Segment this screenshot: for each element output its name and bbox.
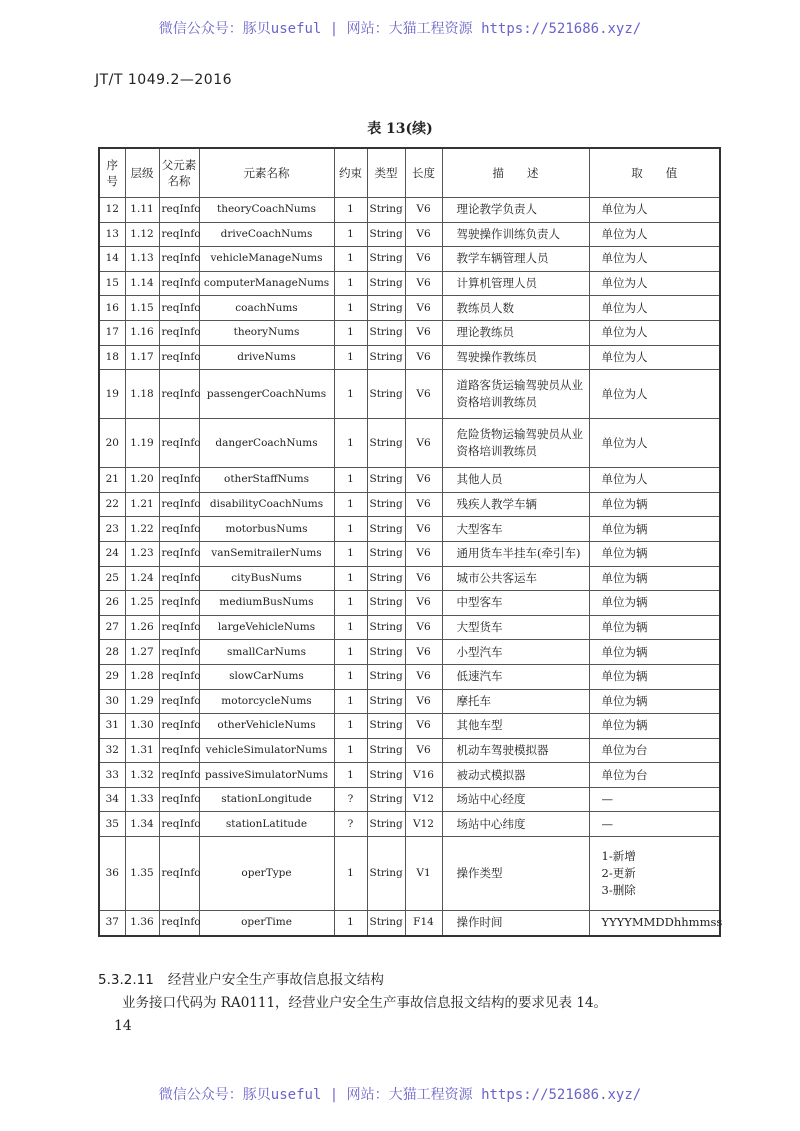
cell-length: V6	[405, 320, 442, 345]
cell-length: V6	[405, 517, 442, 542]
header-col-length: 长度	[405, 148, 442, 198]
cell-length: V6	[405, 468, 442, 493]
cell-value: 单位为辆	[589, 689, 720, 714]
cell-constraint: 1	[334, 714, 367, 739]
header-col-level: 层级	[125, 148, 159, 198]
header-col-description: 描 述	[442, 148, 589, 198]
table-row	[99, 591, 720, 616]
cell-level: 1.25	[125, 591, 159, 616]
cell-level: 1.32	[125, 763, 159, 788]
table-row	[99, 345, 720, 370]
cell-name: motorcycleNums	[199, 689, 334, 714]
cell-level: 1.20	[125, 468, 159, 493]
table-row	[99, 837, 720, 911]
cell-type: String	[367, 222, 405, 247]
cell-length: V6	[405, 198, 442, 223]
watermark-top: 微信公众号：豚贝useful | 网站：大猫工程资源 https://521686.xyz/	[158, 21, 642, 37]
cell-name: operType	[199, 837, 334, 911]
cell-type: String	[367, 271, 405, 296]
cell-constraint: 1	[334, 837, 367, 911]
cell-name: driveCoachNums	[199, 222, 334, 247]
cell-length: V6	[405, 541, 442, 566]
cell-value: 单位为辆	[589, 664, 720, 689]
cell-type: String	[367, 541, 405, 566]
cell-length: V6	[405, 296, 442, 321]
cell-constraint: 1	[334, 541, 367, 566]
cell-constraint: 1	[334, 296, 367, 321]
cell-name: disabilityCoachNums	[199, 492, 334, 517]
cell-index: 17	[99, 320, 125, 345]
cell-parent: reqInfo	[159, 247, 199, 272]
cell-name: otherVehicleNums	[199, 714, 334, 739]
cell-description: 城市公共客运车	[442, 566, 589, 591]
cell-name: coachNums	[199, 296, 334, 321]
cell-length: V6	[405, 714, 442, 739]
cell-parent: reqInfo	[159, 837, 199, 911]
cell-value: 单位为人	[589, 222, 720, 247]
cell-parent: reqInfo	[159, 222, 199, 247]
cell-value: 单位为辆	[589, 517, 720, 542]
cell-value: 单位为人	[589, 468, 720, 493]
cell-description: 教练员人数	[442, 296, 589, 321]
cell-value: 单位为辆	[589, 591, 720, 616]
cell-value: 单位为辆	[589, 492, 720, 517]
cell-index: 12	[99, 198, 125, 223]
cell-type: String	[367, 566, 405, 591]
cell-index: 36	[99, 837, 125, 911]
cell-level: 1.34	[125, 812, 159, 837]
cell-level: 1.19	[125, 419, 159, 468]
cell-value: 单位为人	[589, 198, 720, 223]
cell-parent: reqInfo	[159, 615, 199, 640]
header-col-constraint: 约束	[334, 148, 367, 198]
cell-constraint: 1	[334, 566, 367, 591]
page-number: 14	[114, 1018, 132, 1034]
table-row	[99, 247, 720, 272]
cell-parent: reqInfo	[159, 345, 199, 370]
cell-value: 单位为台	[589, 763, 720, 788]
cell-type: String	[367, 787, 405, 812]
cell-index: 35	[99, 812, 125, 837]
cell-constraint: 1	[334, 198, 367, 223]
cell-type: String	[367, 837, 405, 911]
cell-parent: reqInfo	[159, 911, 199, 936]
cell-value: 单位为人	[589, 271, 720, 296]
cell-length: V6	[405, 566, 442, 591]
cell-description: 场站中心经度	[442, 787, 589, 812]
cell-type: String	[367, 591, 405, 616]
cell-index: 21	[99, 468, 125, 493]
cell-level: 1.28	[125, 664, 159, 689]
cell-index: 32	[99, 738, 125, 763]
cell-index: 37	[99, 911, 125, 936]
cell-type: String	[367, 664, 405, 689]
cell-length: V6	[405, 222, 442, 247]
watermark-bottom: 微信公众号：豚贝useful | 网站：大猫工程资源 https://521686.xyz/	[158, 1087, 642, 1103]
cell-description: 理论教练员	[442, 320, 589, 345]
cell-index: 24	[99, 541, 125, 566]
cell-index: 28	[99, 640, 125, 665]
cell-description: 中型客车	[442, 591, 589, 616]
table-row	[99, 370, 720, 419]
cell-value: 单位为人	[589, 247, 720, 272]
cell-index: 18	[99, 345, 125, 370]
cell-parent: reqInfo	[159, 468, 199, 493]
cell-name: driveNums	[199, 345, 334, 370]
cell-level: 1.14	[125, 271, 159, 296]
cell-description: 其他人员	[442, 468, 589, 493]
cell-name: motorbusNums	[199, 517, 334, 542]
cell-value: 1-新增 2-更新 3-删除	[589, 837, 720, 911]
cell-level: 1.29	[125, 689, 159, 714]
table-row	[99, 541, 720, 566]
cell-level: 1.12	[125, 222, 159, 247]
cell-description: 场站中心纬度	[442, 812, 589, 837]
cell-length: V6	[405, 738, 442, 763]
cell-length: V6	[405, 247, 442, 272]
cell-type: String	[367, 615, 405, 640]
cell-length: V6	[405, 689, 442, 714]
cell-index: 13	[99, 222, 125, 247]
cell-constraint: 1	[334, 345, 367, 370]
cell-description: 大型货车	[442, 615, 589, 640]
cell-parent: reqInfo	[159, 591, 199, 616]
header-col-name: 元素名称	[199, 148, 334, 198]
cell-index: 20	[99, 419, 125, 468]
cell-name: dangerCoachNums	[199, 419, 334, 468]
cell-type: String	[367, 198, 405, 223]
cell-description: 残疾人教学车辆	[442, 492, 589, 517]
cell-index: 30	[99, 689, 125, 714]
cell-parent: reqInfo	[159, 664, 199, 689]
cell-name: otherStaffNums	[199, 468, 334, 493]
table-row	[99, 222, 720, 247]
cell-name: stationLatitude	[199, 812, 334, 837]
cell-level: 1.27	[125, 640, 159, 665]
cell-type: String	[367, 345, 405, 370]
cell-length: V6	[405, 591, 442, 616]
header-col-value: 取 值	[589, 148, 720, 198]
cell-name: largeVehicleNums	[199, 615, 334, 640]
table-row	[99, 492, 720, 517]
cell-constraint: ?	[334, 812, 367, 837]
cell-parent: reqInfo	[159, 419, 199, 468]
cell-parent: reqInfo	[159, 492, 199, 517]
cell-description: 操作类型	[442, 837, 589, 911]
standard-id: JT/T 1049.2—2016	[95, 72, 233, 88]
cell-index: 34	[99, 787, 125, 812]
table-row	[99, 296, 720, 321]
cell-type: String	[367, 247, 405, 272]
cell-parent: reqInfo	[159, 198, 199, 223]
table-caption: 表 13(续)	[367, 121, 433, 137]
cell-description: 其他车型	[442, 714, 589, 739]
cell-name: theoryNums	[199, 320, 334, 345]
cell-parent: reqInfo	[159, 714, 199, 739]
cell-parent: reqInfo	[159, 296, 199, 321]
header-col-type: 类型	[367, 148, 405, 198]
cell-index: 25	[99, 566, 125, 591]
cell-level: 1.13	[125, 247, 159, 272]
cell-value: 单位为辆	[589, 566, 720, 591]
cell-type: String	[367, 714, 405, 739]
cell-description: 驾驶操作训练负责人	[442, 222, 589, 247]
table-row	[99, 419, 720, 468]
cell-level: 1.16	[125, 320, 159, 345]
cell-description: 危险货物运输驾驶员从业资格培训教练员	[442, 419, 589, 468]
cell-value: 单位为人	[589, 320, 720, 345]
cell-description: 道路客货运输驾驶员从业资格培训教练员	[442, 370, 589, 419]
cell-constraint: 1	[334, 615, 367, 640]
table-row	[99, 566, 720, 591]
cell-value: 单位为辆	[589, 615, 720, 640]
cell-description: 被动式模拟器	[442, 763, 589, 788]
cell-description: 大型客车	[442, 517, 589, 542]
table-row	[99, 198, 720, 223]
cell-type: String	[367, 370, 405, 419]
cell-index: 29	[99, 664, 125, 689]
header-col-index: 序号	[99, 148, 125, 198]
cell-parent: reqInfo	[159, 566, 199, 591]
cell-description: 教学车辆管理人员	[442, 247, 589, 272]
cell-level: 1.15	[125, 296, 159, 321]
table-row	[99, 911, 720, 936]
table-row	[99, 640, 720, 665]
cell-constraint: 1	[334, 370, 367, 419]
cell-type: String	[367, 468, 405, 493]
cell-name: vehicleManageNums	[199, 247, 334, 272]
cell-index: 22	[99, 492, 125, 517]
cell-length: V12	[405, 787, 442, 812]
cell-name: passengerCoachNums	[199, 370, 334, 419]
cell-constraint: 1	[334, 689, 367, 714]
table-row	[99, 517, 720, 542]
cell-constraint: 1	[334, 419, 367, 468]
cell-parent: reqInfo	[159, 320, 199, 345]
cell-level: 1.30	[125, 714, 159, 739]
cell-description: 计算机管理人员	[442, 271, 589, 296]
cell-value: 单位为人	[589, 419, 720, 468]
table-row	[99, 714, 720, 739]
cell-type: String	[367, 738, 405, 763]
cell-value: 单位为人	[589, 296, 720, 321]
cell-description: 操作时间	[442, 911, 589, 936]
cell-constraint: 1	[334, 492, 367, 517]
cell-length: V1	[405, 837, 442, 911]
cell-value: 单位为台	[589, 738, 720, 763]
cell-length: V12	[405, 812, 442, 837]
table-row	[99, 468, 720, 493]
cell-value: YYYYMMDDhhmmss	[589, 911, 720, 936]
cell-level: 1.24	[125, 566, 159, 591]
cell-constraint: 1	[334, 640, 367, 665]
cell-type: String	[367, 296, 405, 321]
cell-constraint: 1	[334, 911, 367, 936]
cell-description: 理论教学负责人	[442, 198, 589, 223]
cell-length: V6	[405, 271, 442, 296]
cell-type: String	[367, 812, 405, 837]
cell-parent: reqInfo	[159, 738, 199, 763]
cell-constraint: 1	[334, 247, 367, 272]
cell-name: vanSemitrailerNums	[199, 541, 334, 566]
cell-type: String	[367, 689, 405, 714]
cell-constraint: 1	[334, 222, 367, 247]
cell-parent: reqInfo	[159, 763, 199, 788]
cell-name: computerManageNums	[199, 271, 334, 296]
table-header-row	[99, 148, 720, 198]
cell-level: 1.21	[125, 492, 159, 517]
cell-level: 1.22	[125, 517, 159, 542]
cell-constraint: 1	[334, 517, 367, 542]
cell-constraint: 1	[334, 738, 367, 763]
cell-index: 33	[99, 763, 125, 788]
cell-parent: reqInfo	[159, 812, 199, 837]
cell-type: String	[367, 911, 405, 936]
cell-index: 14	[99, 247, 125, 272]
cell-value: 单位为人	[589, 370, 720, 419]
cell-name: smallCarNums	[199, 640, 334, 665]
cell-value: 单位为辆	[589, 714, 720, 739]
cell-length: V6	[405, 615, 442, 640]
cell-constraint: 1	[334, 763, 367, 788]
cell-value: 单位为辆	[589, 640, 720, 665]
cell-constraint: 1	[334, 271, 367, 296]
cell-name: operTime	[199, 911, 334, 936]
cell-name: slowCarNums	[199, 664, 334, 689]
cell-description: 小型汽车	[442, 640, 589, 665]
section-title: 经营业户安全生产事故信息报文结构	[167, 972, 384, 988]
table-row	[99, 664, 720, 689]
cell-parent: reqInfo	[159, 271, 199, 296]
cell-parent: reqInfo	[159, 541, 199, 566]
cell-type: String	[367, 517, 405, 542]
cell-index: 15	[99, 271, 125, 296]
cell-constraint: ?	[334, 787, 367, 812]
cell-type: String	[367, 763, 405, 788]
cell-value: —	[589, 787, 720, 812]
paragraph: 业务接口代码为 RA0111，经营业户安全生产事故信息报文结构的要求见表 14。	[122, 995, 608, 1011]
cell-level: 1.36	[125, 911, 159, 936]
cell-index: 23	[99, 517, 125, 542]
cell-name: theoryCoachNums	[199, 198, 334, 223]
cell-index: 27	[99, 615, 125, 640]
cell-constraint: 1	[334, 468, 367, 493]
cell-description: 机动车驾驶模拟器	[442, 738, 589, 763]
header-col-parent: 父元素名称	[159, 148, 199, 198]
cell-length: F14	[405, 911, 442, 936]
cell-description: 摩托车	[442, 689, 589, 714]
table-row	[99, 738, 720, 763]
cell-constraint: 1	[334, 591, 367, 616]
table-row	[99, 812, 720, 837]
cell-index: 16	[99, 296, 125, 321]
cell-index: 26	[99, 591, 125, 616]
cell-index: 31	[99, 714, 125, 739]
table-row	[99, 787, 720, 812]
table-row	[99, 271, 720, 296]
element-table	[98, 147, 721, 937]
cell-type: String	[367, 492, 405, 517]
table-row	[99, 763, 720, 788]
cell-parent: reqInfo	[159, 689, 199, 714]
cell-type: String	[367, 419, 405, 468]
cell-value: 单位为辆	[589, 541, 720, 566]
cell-level: 1.17	[125, 345, 159, 370]
cell-value: —	[589, 812, 720, 837]
section-number: 5.3.2.11	[98, 972, 154, 988]
cell-length: V6	[405, 664, 442, 689]
cell-type: String	[367, 640, 405, 665]
cell-length: V6	[405, 370, 442, 419]
cell-length: V6	[405, 345, 442, 370]
cell-name: cityBusNums	[199, 566, 334, 591]
table-row	[99, 320, 720, 345]
cell-description: 通用货车半挂车(牵引车)	[442, 541, 589, 566]
table-row	[99, 615, 720, 640]
cell-parent: reqInfo	[159, 640, 199, 665]
cell-description: 驾驶操作教练员	[442, 345, 589, 370]
cell-parent: reqInfo	[159, 370, 199, 419]
cell-level: 1.31	[125, 738, 159, 763]
cell-constraint: 1	[334, 320, 367, 345]
cell-level: 1.23	[125, 541, 159, 566]
cell-length: V6	[405, 492, 442, 517]
cell-parent: reqInfo	[159, 517, 199, 542]
cell-length: V6	[405, 640, 442, 665]
cell-length: V6	[405, 419, 442, 468]
cell-name: passiveSimulatorNums	[199, 763, 334, 788]
cell-level: 1.35	[125, 837, 159, 911]
cell-length: V16	[405, 763, 442, 788]
cell-constraint: 1	[334, 664, 367, 689]
cell-level: 1.26	[125, 615, 159, 640]
cell-type: String	[367, 320, 405, 345]
cell-index: 19	[99, 370, 125, 419]
cell-level: 1.11	[125, 198, 159, 223]
cell-name: mediumBusNums	[199, 591, 334, 616]
cell-level: 1.33	[125, 787, 159, 812]
cell-name: vehicleSimulatorNums	[199, 738, 334, 763]
cell-description: 低速汽车	[442, 664, 589, 689]
section-heading	[98, 968, 384, 988]
cell-name: stationLongitude	[199, 787, 334, 812]
cell-parent: reqInfo	[159, 787, 199, 812]
cell-level: 1.18	[125, 370, 159, 419]
cell-value: 单位为人	[589, 345, 720, 370]
table-row	[99, 689, 720, 714]
